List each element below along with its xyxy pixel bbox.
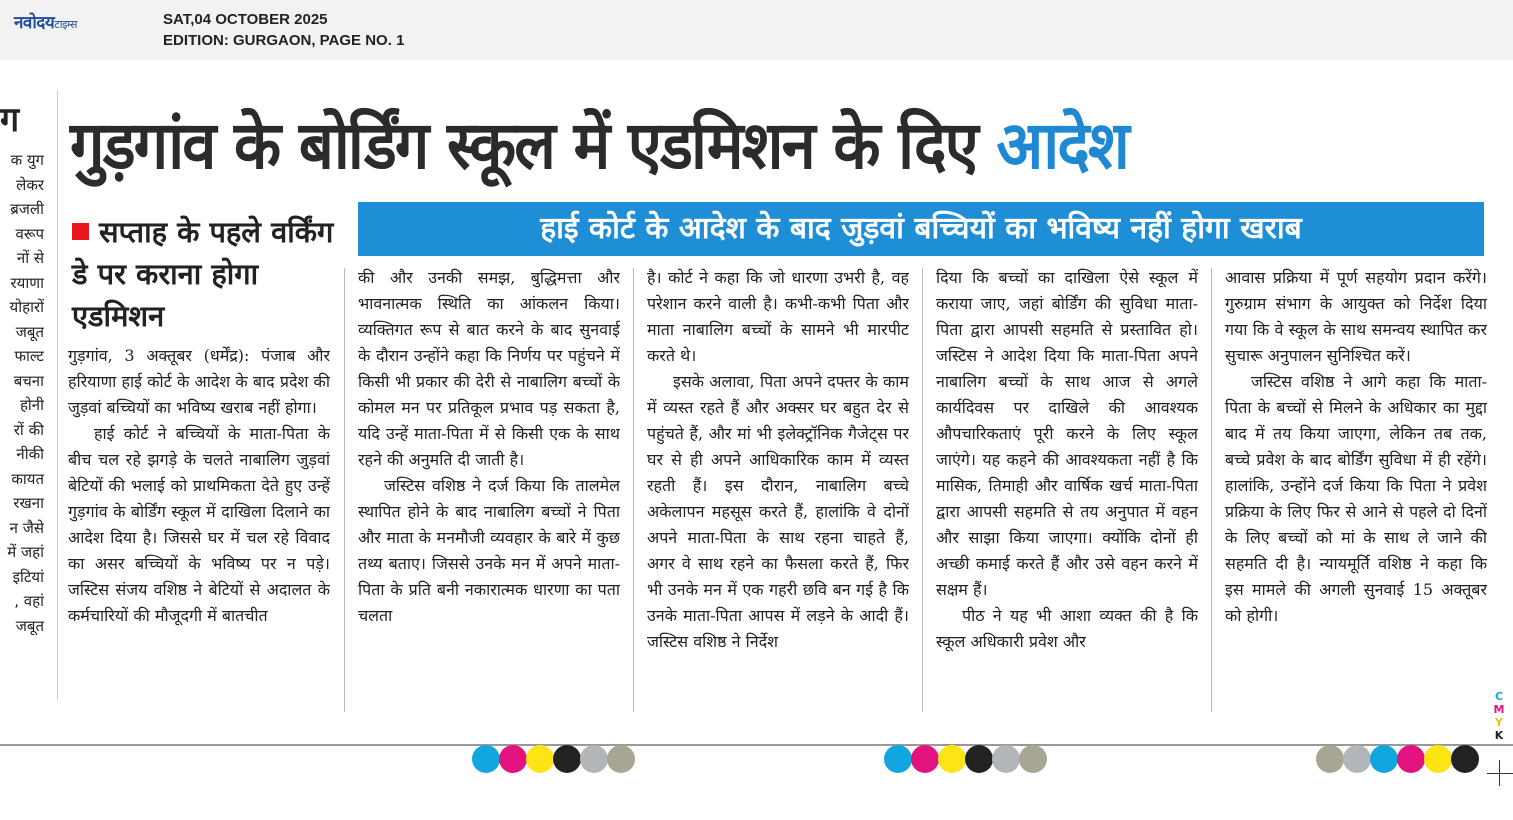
cmyk-letter-c: C (1494, 690, 1504, 703)
column-paragraph: जस्टिस वशिष्ठ ने आगे कहा कि माता-पिता के बच्चों से मिलने के अधिकार का मुद्दा बाद में तय किया जाएगा, लेकिन तब तक, बच्चे प्रवेश के बाद बोर्डिंग सुविधा में ही रहेंगे। हालांकि, उन्होंने दर्ज किया कि पिता ने प्रवेश प्रक्रिया के लिए फिर से आने से पहले दो दिनों के लिए बच्चों को मां के साथ ले जाने की सहमति दी है। न्यायमूर्ति वशिष्ठ ने कहा कि इस मामले की अगली सुनवाई 15 अक्तूबर को होगी। (1225, 372, 1487, 625)
column-paragraph: पीठ ने यह भी आशा व्यक्त की है कि स्कूल अधिकारी प्रवेश और (936, 606, 1198, 651)
article-column-2 (358, 265, 620, 721)
red-square-bullet-icon (72, 223, 89, 240)
light-grey-dot (1343, 745, 1371, 773)
column-divider (922, 268, 923, 712)
neighbor-article-line: ब्रजली (10, 200, 44, 218)
dateline (163, 9, 404, 51)
light-grey-dot (580, 745, 608, 773)
magenta-dot (499, 745, 527, 773)
neighbor-article-headline-fragment: ग (0, 100, 20, 140)
column-paragraph: की और उनकी समझ, बुद्धिमत्ता और भावनात्मक स्थिति का आंकलन किया। व्यक्तिगत रूप से बात करने के बाद सुनवाई के दौरान उन्होंने कहा कि निर्णय पर पहुंचने में किसी भी प्रकार की देरी से नाबालिग बच्चों के कोमल मन पर प्रतिकूल प्रभाव पड़ सकता है, यदि उन्हें माता-पिता में से किसी एक के साथ रहने की अनुमति दी जाती है। (358, 268, 620, 469)
yellow-dot (1424, 745, 1452, 773)
neighbor-article-line: रों की (13, 420, 44, 439)
neighbor-article-line: रखना (13, 494, 44, 512)
logo-text: नवोदय (14, 13, 55, 33)
neighbor-article-line: में जहां (7, 543, 44, 561)
neighbor-article-line: रयाणा (10, 273, 44, 292)
neighbor-article-line: नीकी (16, 445, 44, 463)
black-dot (965, 745, 993, 773)
column-paragraph: है। कोर्ट ने कहा कि जो धारणा उभरी है, वह परेशान करने वाली है। कभी-कभी पिता और माता नाबालिग बच्चों के सामने भी मारपीट करते थे। (647, 268, 909, 365)
edition-info: EDITION: GURGAON, PAGE NO. 1 (163, 32, 405, 49)
neighbor-article-line: योहारों (9, 298, 44, 316)
neighbor-article-line: वरूप (15, 224, 44, 243)
sidebar-deck (72, 211, 342, 337)
headline-accent-word: आदेश (996, 107, 1128, 184)
subheadline-banner (358, 202, 1484, 256)
column-divider (57, 90, 58, 700)
column-divider (633, 268, 634, 712)
cyan-dot (472, 745, 500, 773)
cmyk-letter-k: K (1494, 729, 1504, 742)
warm-grey-dot (607, 745, 635, 773)
column-paragraph: जस्टिस वशिष्ठ ने दर्ज किया कि तालमेल स्थापित होने के बाद नाबालिग बच्चों ने पिता और माता के मनमौजी व्यवहार के बारे में कुछ तथ्य बताए। जिससे उनके मन में अपने माता-पिता के प्रति बनी नकारात्मक धारणा का पता चलता (358, 476, 620, 625)
neighbor-article-line: कायत (11, 469, 44, 488)
column-divider (344, 268, 345, 712)
magenta-dot (1397, 745, 1425, 773)
column-paragraph: गुड़गांव, 3 अक्तूबर (धर्मेंद्र): पंजाब और हरियाणा हाई कोर्ट के आदेश के बाद प्रदेश की जुड़वां बच्चियों का भविष्य खराब नहीं होगा। (68, 346, 330, 417)
article-column-5 (1225, 265, 1487, 721)
warm-grey-dot (1316, 745, 1344, 773)
neighbor-article-line: जबूत (15, 616, 44, 635)
neighbor-article-line: इटियां (12, 567, 44, 586)
newspaper-logo (14, 10, 77, 33)
black-dot (553, 745, 581, 773)
cmyk-letter-m: M (1493, 703, 1505, 716)
registration-crosshair-icon (1487, 760, 1513, 786)
light-grey-dot (992, 745, 1020, 773)
article-column-3 (647, 265, 909, 721)
column-paragraph: इसके अलावा, पिता अपने दफ्तर के काम में व्यस्त रहते हैं और अक्सर घर बहुत देर से पहुंचते हैं, और मां भी इलेक्ट्रॉनिक गैजेट्स पर घर से ही अपने आधिकारिक काम में व्यस्त रहती हैं। इस दौरान, नाबालिग बच्चे अकेलापन महसूस करते हैं, हालांकि वे दोनों अपने माता-पिता के साथ रहना चाहते हैं, अगर वे साथ रहने का फैसला करते हैं, फिर भी उनके मन में एक गहरी छवि बन गई है कि उनके माता-पिता आपस में लड़ने के आदी हैं। जस्टिस वशिष्ठ ने निर्देश (647, 372, 909, 651)
neighbor-article-line: क युग (10, 151, 44, 169)
cyan-dot (884, 745, 912, 773)
article-column-4 (936, 265, 1198, 721)
neighbor-article-line: नों से (16, 249, 44, 267)
neighbor-article-line: फाल्ट (14, 347, 44, 365)
neighbor-article-line: न जैसे (9, 518, 44, 537)
sidebar-deck-text: सप्ताह के पहले वर्किंग डे पर कराना होगा एडमिशन (72, 215, 334, 333)
color-registration-strip-3 (1316, 745, 1478, 773)
neighbor-article-line: , वहां (14, 592, 44, 610)
black-dot (1451, 745, 1479, 773)
neighbor-article-line: लेकर (16, 175, 44, 194)
issue-date: SAT,04 OCTOBER 2025 (163, 11, 328, 28)
column-paragraph: आवास प्रक्रिया में पूर्ण सहयोग प्रदान करेंगे। गुरुग्राम संभाग के आयुक्त को निर्देश दिया गया कि वे स्कूल के साथ समन्वय स्थापित कर सुचारू अनुपालन सुनिश्चित करें। (1225, 268, 1487, 365)
column-divider (1211, 268, 1212, 712)
subheadline-text: हाई कोर्ट के आदेश के बाद जुड़वां बच्चियों का भविष्य नहीं होगा खराब (540, 211, 1302, 246)
headline-main-text: गुड़गांव के बोर्डिंग स्कूल में एडमिशन के दिए (70, 107, 977, 184)
neighbor-article-line: जबूत (15, 322, 44, 341)
yellow-dot (938, 745, 966, 773)
column-paragraph: हाई कोर्ट ने बच्चियों के माता-पिता के बीच चल रहे झगड़े के चलते नाबालिग जुड़वां बेटियों की भलाई को प्राथमिकता देते हुए उन्हें गुड़गांव के बोर्डिंग स्कूल में दाखिला दिलाने का आदेश दिया है। जिससे घर में चल रहे विवाद का असर बच्चियों के भविष्य पर न पड़े। जस्टिस संजय वशिष्ठ ने बेटियों से अदालत के कर्मचारियों की मौजूदगी में बातचीत (68, 424, 330, 625)
masthead-bar (0, 0, 1513, 60)
magenta-dot (911, 745, 939, 773)
column-paragraph: दिया कि बच्चों का दाखिला ऐसे स्कूल में कराया जाए, जहां बोर्डिंग की सुविधा माता-पिता द्वारा आपसी सहमति से प्रस्तावित हो। जस्टिस ने आदेश दिया कि माता-पिता अपने नाबालिग बच्चों के साथ आज से अगले कार्यदिवस पर दाखिले की आवश्यक औपचारिकताएं पूरी करने के लिए स्कूल जाएंगे। यह कहने की आवश्यकता नहीं है कि मासिक, तिमाही और वार्षिक खर्च माता-पिता द्वारा आपसी सहमति से तय अनुपात में वहन और साझा किया जाएगा। क्योंकि दोनों ही अच्छी कमाई करते हैं और उसे वहन करने में सक्षम हैं। (936, 268, 1198, 599)
article-column-1 (68, 343, 330, 718)
color-registration-strip-2 (884, 745, 1046, 773)
logo-subtext: टाइम्स (54, 18, 77, 31)
warm-grey-dot (1019, 745, 1047, 773)
cmyk-letter-y: Y (1495, 716, 1503, 729)
main-headline (70, 96, 1409, 196)
yellow-dot (526, 745, 554, 773)
page-bottom-rule (0, 744, 1513, 746)
neighbor-article-line: होनी (19, 396, 44, 414)
cmyk-label (1492, 690, 1506, 742)
cyan-dot (1370, 745, 1398, 773)
neighbor-article-line: बचना (13, 371, 44, 390)
color-registration-strip-1 (472, 745, 634, 773)
neighbor-article-clipped-column (0, 148, 44, 638)
